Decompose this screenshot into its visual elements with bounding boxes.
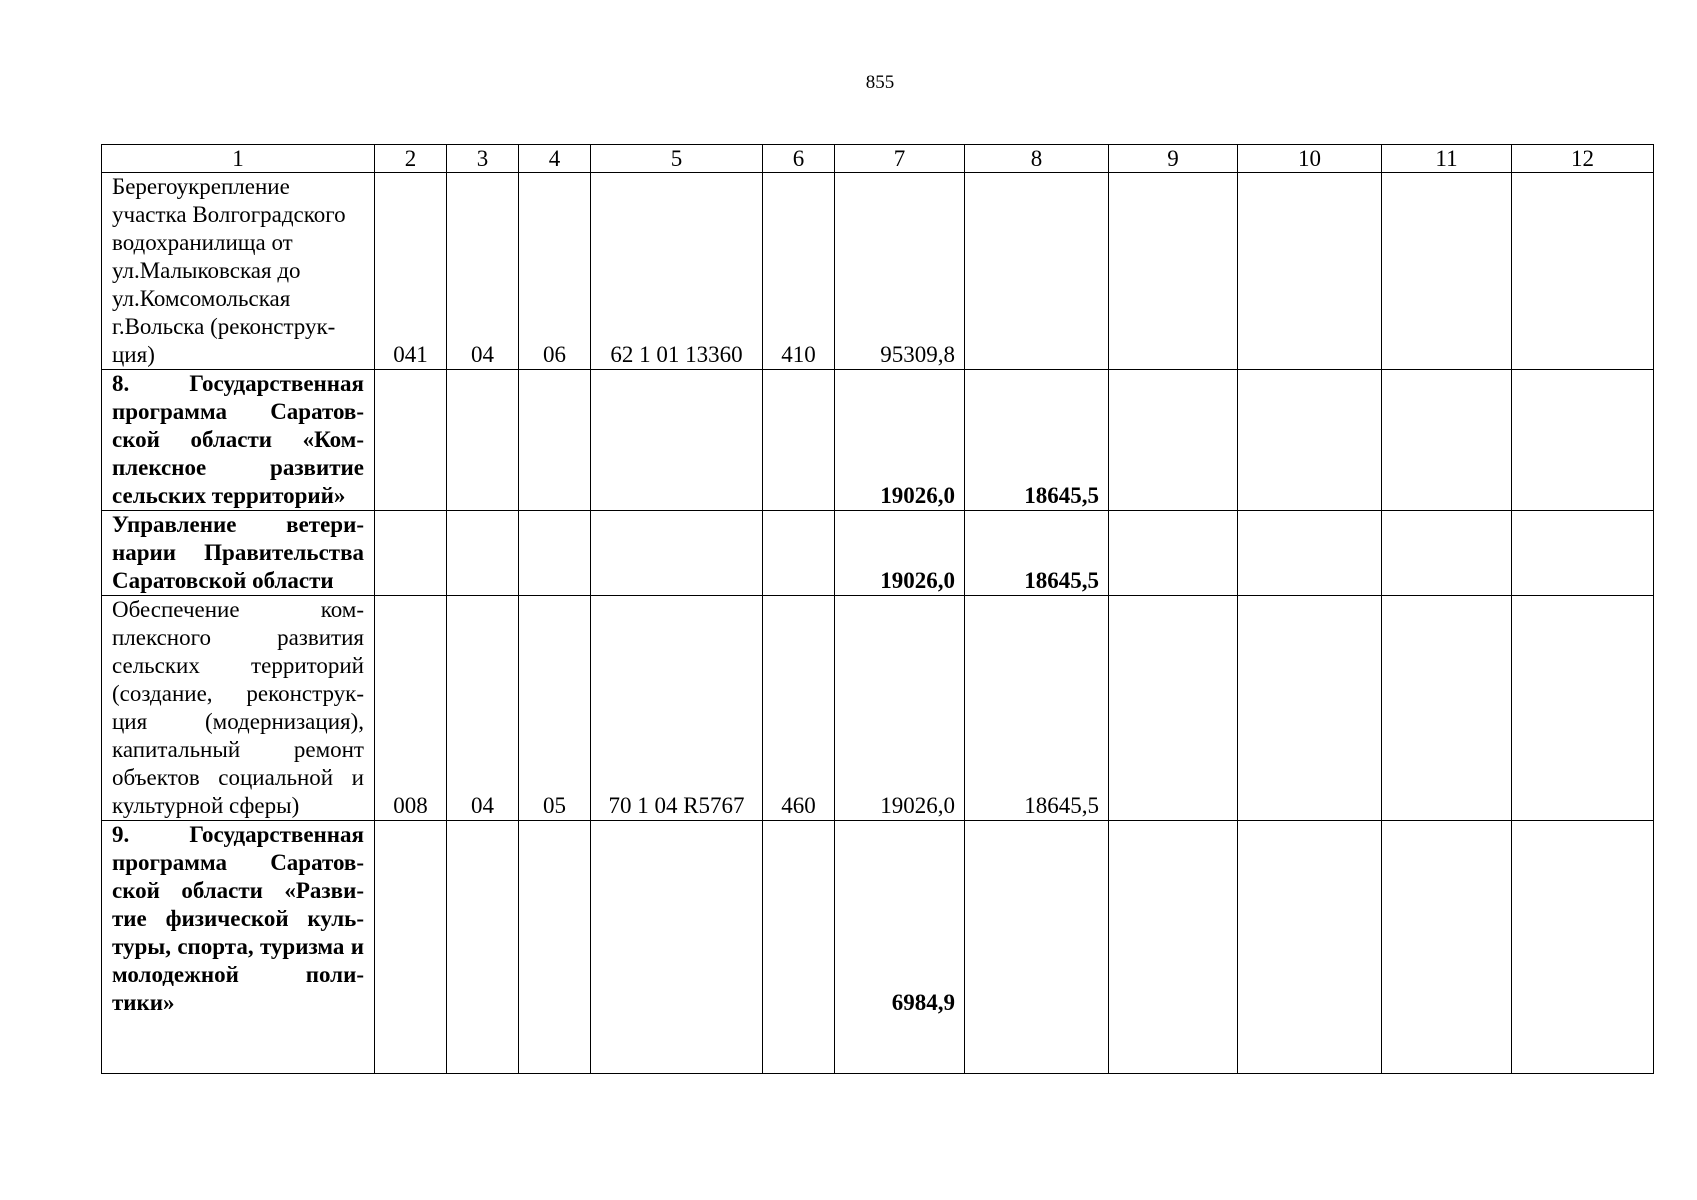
cell-c6	[763, 370, 835, 511]
cell-c12	[1512, 596, 1654, 821]
cell-c7: 95309,8	[835, 173, 965, 370]
cell-c2	[375, 370, 447, 511]
column-header: 4	[519, 145, 591, 173]
table-row	[102, 370, 1654, 511]
cell-c7: 19026,0	[835, 596, 965, 821]
cell-c10	[1238, 596, 1382, 821]
cell-c6	[763, 821, 835, 1074]
cell-c5	[591, 511, 763, 596]
cell-c12	[1512, 370, 1654, 511]
cell-c9	[1109, 511, 1238, 596]
cell-c2	[375, 821, 447, 1074]
cell-c11	[1382, 821, 1512, 1074]
table-row	[102, 173, 1654, 370]
row-name: Берегоукрепление участка Волгоградского водохранилища от ул.Малыковская до ул.Комсомольская г.Вольска (реконструк-ция)	[102, 173, 375, 370]
column-header: 10	[1238, 145, 1382, 173]
cell-c2: 041	[375, 173, 447, 370]
cell-c5	[591, 370, 763, 511]
cell-c3	[447, 821, 519, 1074]
cell-c8: 18645,5	[965, 511, 1109, 596]
table-row	[102, 596, 1654, 821]
page-number: 855	[865, 72, 895, 93]
row-name: Обеспечение ком-плексного развития сельских территорий (создание, реконструк-ция (модернизация), капитальный ремонт объектов социальной и культурной сферы)	[102, 596, 375, 821]
column-header: 7	[835, 145, 965, 173]
cell-c10	[1238, 370, 1382, 511]
cell-c12	[1512, 821, 1654, 1074]
cell-c9	[1109, 370, 1238, 511]
cell-c11	[1382, 511, 1512, 596]
cell-c9	[1109, 596, 1238, 821]
cell-c4	[519, 511, 591, 596]
cell-c5: 70 1 04 R5767	[591, 596, 763, 821]
cell-c2: 008	[375, 596, 447, 821]
cell-c4: 06	[519, 173, 591, 370]
cell-c6: 410	[763, 173, 835, 370]
cell-c12	[1512, 173, 1654, 370]
cell-c7: 19026,0	[835, 370, 965, 511]
row-name: 8. Государственная программа Саратов-ской области «Ком-плексное развитие сельских территорий»	[102, 370, 375, 511]
row-name: 9. Государственная программа Саратов-ской области «Разви-тие физической куль-туры, спорта, туризма и молодежной поли-тики»	[102, 821, 375, 1074]
cell-c8: 18645,5	[965, 596, 1109, 821]
column-header: 5	[591, 145, 763, 173]
cell-c11	[1382, 596, 1512, 821]
cell-c10	[1238, 821, 1382, 1074]
row-name: Управление ветери-нарии Правительства Саратовской области	[102, 511, 375, 596]
column-header: 8	[965, 145, 1109, 173]
cell-c7: 19026,0	[835, 511, 965, 596]
budget-table	[101, 144, 1654, 1074]
cell-c2	[375, 511, 447, 596]
cell-c3: 04	[447, 173, 519, 370]
column-header: 1	[102, 145, 375, 173]
column-header: 6	[763, 145, 835, 173]
cell-c8	[965, 173, 1109, 370]
cell-c8: 18645,5	[965, 370, 1109, 511]
column-header: 12	[1512, 145, 1654, 173]
cell-c10	[1238, 511, 1382, 596]
cell-c6: 460	[763, 596, 835, 821]
cell-c3: 04	[447, 596, 519, 821]
column-header: 11	[1382, 145, 1512, 173]
column-header: 2	[375, 145, 447, 173]
cell-c4	[519, 821, 591, 1074]
cell-c5	[591, 821, 763, 1074]
table-row	[102, 511, 1654, 596]
column-header: 3	[447, 145, 519, 173]
cell-c8	[965, 821, 1109, 1074]
cell-c11	[1382, 173, 1512, 370]
cell-c5: 62 1 01 13360	[591, 173, 763, 370]
cell-c9	[1109, 821, 1238, 1074]
cell-c7: 6984,9	[835, 821, 965, 1074]
cell-c3	[447, 370, 519, 511]
cell-c4: 05	[519, 596, 591, 821]
table-header-row	[102, 145, 1654, 173]
cell-c9	[1109, 173, 1238, 370]
cell-c10	[1238, 173, 1382, 370]
cell-c4	[519, 370, 591, 511]
column-header: 9	[1109, 145, 1238, 173]
table-row	[102, 821, 1654, 1074]
cell-c3	[447, 511, 519, 596]
cell-c6	[763, 511, 835, 596]
cell-c12	[1512, 511, 1654, 596]
cell-c11	[1382, 370, 1512, 511]
